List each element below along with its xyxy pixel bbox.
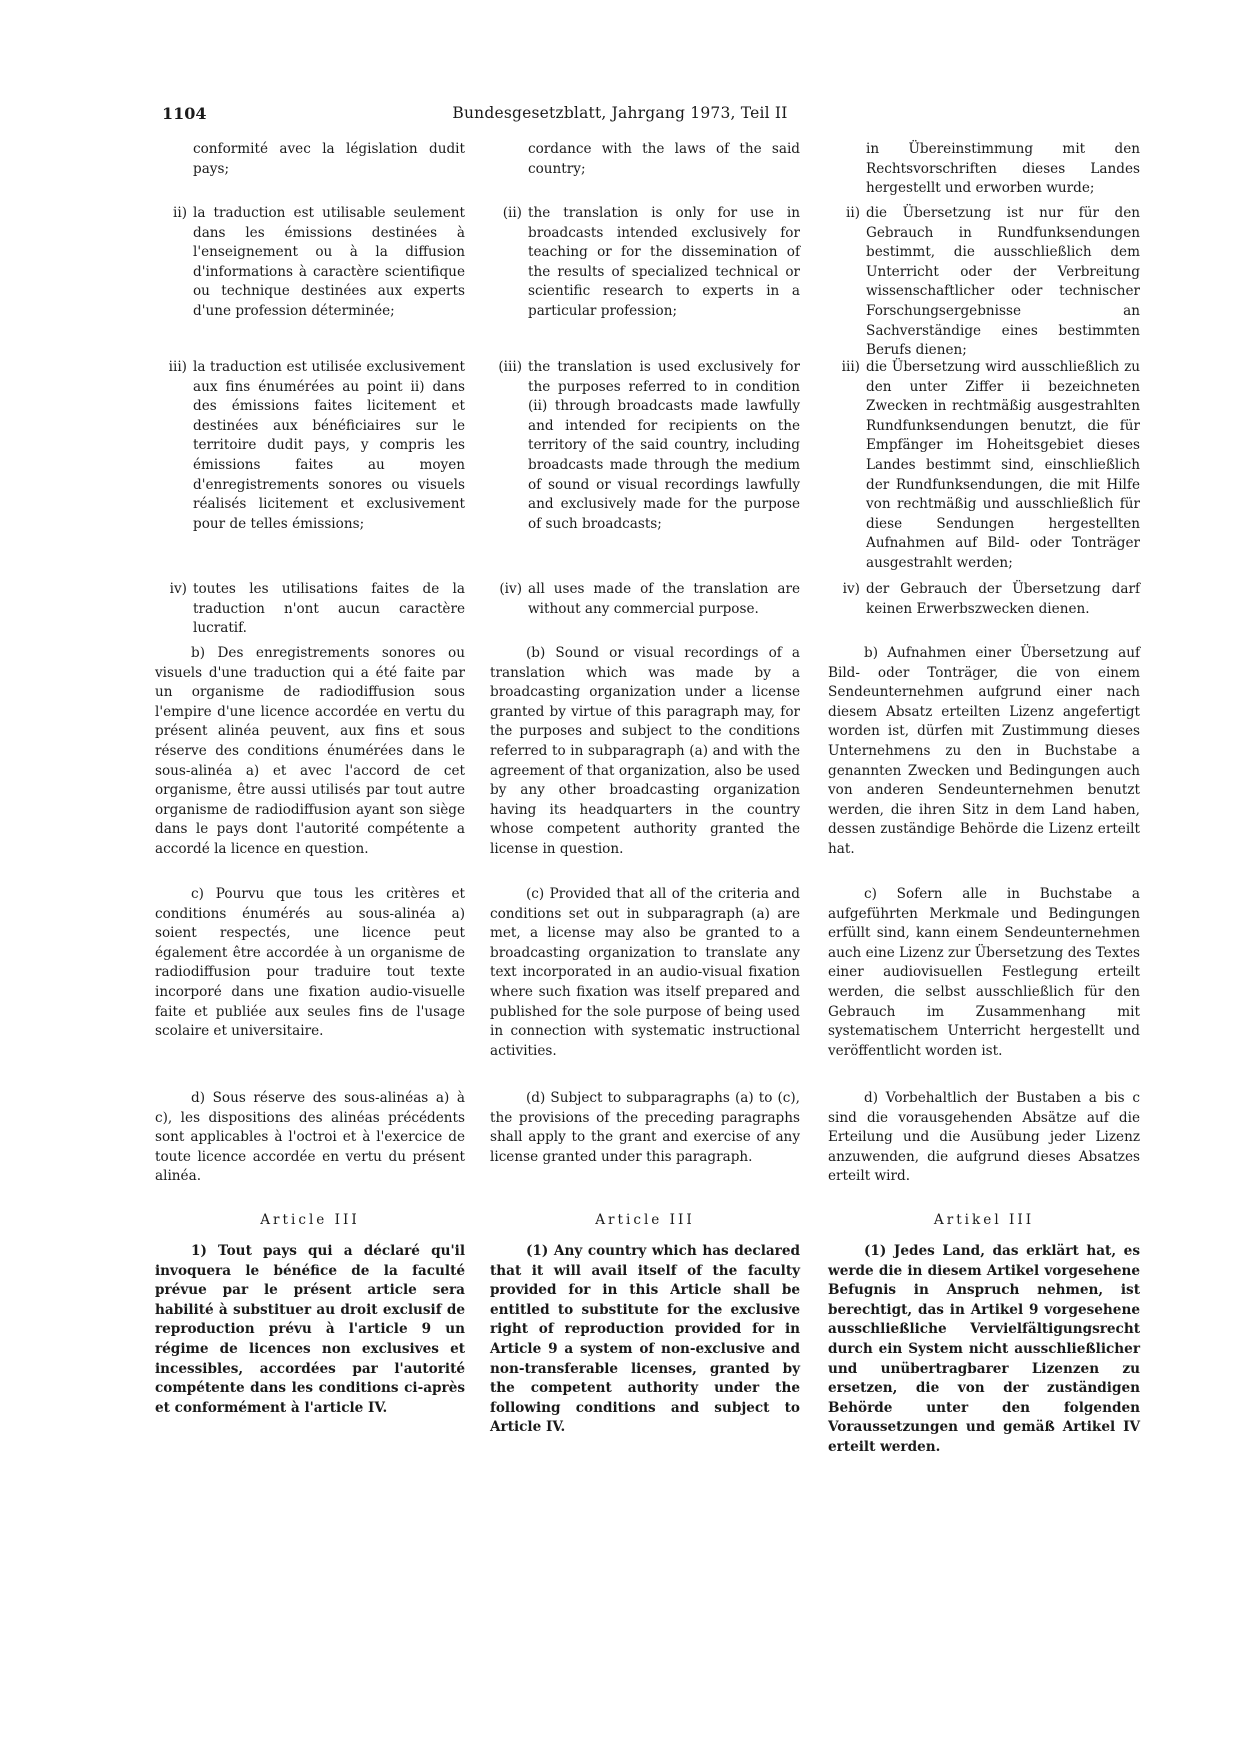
item-number: iv) — [842, 581, 860, 597]
subparagraph-d: d) Sous réserve des sous-alinéas a) à c), les dispositions des alinéas précédents sont applicables à l'octroi et à l'exercice de toute licence accordée en vertu du présent alinéa. — [155, 1090, 465, 1185]
item-number: (iv) — [499, 581, 522, 597]
subparagraph-c: (c) Provided that all of the criteria and conditions set out in subparagraph (a) are met, a license may also be granted to a broadcasting organization to translate any text incorporated in an audio-visual fixation where such fixation was itself prepared and published for the sole purpose of being used in connection with systematic instructional activities. — [490, 886, 800, 1059]
condition-iii — [490, 358, 800, 534]
item-number: iv) — [169, 581, 187, 597]
condition-iv — [155, 580, 465, 639]
condition-iii — [828, 358, 1140, 574]
condition-ii — [155, 204, 465, 322]
continuation-text: cordance with the laws of the said country; — [528, 141, 800, 177]
article-heading: Article III — [260, 1212, 360, 1228]
subparagraph-d: d) Vorbehaltlich der Bustaben a bis c sind die vorausgehenden Absätze auf die Erteilung und die Ausübung jeder Lizenz anzuwenden, die aufgrund dieses Absatzes erteilt wird. — [828, 1090, 1140, 1185]
continuation-text: in Übereinstimmung mit den Rechtsvorschriften dieses Landes hergestellt und erworben wurde; — [866, 141, 1140, 197]
item-number: (ii) — [502, 205, 522, 221]
article-paragraph-1: 1) Tout pays qui a déclaré qu'il invoquera le bénéfice de la faculté prévue par le présent article sera habilité à substituer au droit exclusif de reproduction prévu à l'article 9 un régime de licences non exclusives et incessibles, accordées par l'autorité compétente dans les conditions ci-après et conformément à l'article IV. — [155, 1243, 465, 1416]
item-number: iii) — [841, 359, 860, 375]
subparagraph-c: c) Sofern alle in Buchstabe a aufgeführten Merkmale und Bedingungen erfüllt sind, kann einem Sendeunternehmen auch eine Lizenz zur Übersetzung des Textes einer audiovisuellen Festlegung erteilt werden, die selbst ausschließlich für den Gebrauch im Zusammenhang mit systematischem Unterricht hergestellt und veröffentlicht worden ist. — [828, 886, 1140, 1059]
item-text: la traduction est utilisable seulement dans les émissions destinées à l'enseignement ou à la diffusion d'informations à caractère scientifique ou technique destinées aux experts d'une profession déterminée; — [193, 205, 465, 319]
condition-ii — [828, 204, 1140, 361]
page-header — [0, 104, 1240, 128]
item-text: der Gebrauch der Übersetzung darf keinen Erwerbszwecken dienen. — [866, 581, 1140, 617]
item-number: ii) — [173, 205, 187, 221]
subparagraph-b: (b) Sound or visual recordings of a translation which was made by a broadcasting organization under a license granted by virtue of this paragraph may, for the purposes and subject to the conditions referred to in subparagraph (a) and with the agreement of that organization, also be used by any other broadcasting organization having its headquarters in the country whose competent authority granted the license in question. — [490, 645, 800, 857]
item-text: the translation is only for use in broadcasts intended exclusively for teaching or for the dissemination of the results of specialized technical or scientific research to experts in a particular profession; — [528, 205, 800, 319]
item-number: ii) — [846, 205, 860, 221]
article-heading: Artikel III — [933, 1212, 1035, 1228]
article-paragraph-1: (1) Any country which has declared that it will avail itself of the faculty provided for in this Article shall be entitled to substitute for the exclusive right of reproduction provided for in Article 9 a system of non-exclusive and non-transferable licenses, granted by the competent authority under the following conditions and subject to Article IV. — [490, 1243, 800, 1436]
condition-iv — [490, 580, 800, 619]
subparagraph-b: b) Aufnahmen einer Übersetzung auf Bild- oder Tonträger, die von einem Sendeunternehmen aufgrund einer nach diesem Absatz erteilten Lizenz angefertigt worden ist, dürfen mit Zustimmung dieses Unternehmens zu den in Buchstabe a genannten Zwecken und Bedingungen auch von anderen Sendeunternehmen benutzt werden, die ihren Sitz in dem Land haben, dessen zuständige Behörde die Lizenz erteilt hat. — [828, 645, 1140, 857]
item-number: iii) — [168, 359, 187, 375]
subparagraph-d: (d) Subject to subparagraphs (a) to (c), the provisions of the preceding paragraphs shall apply to the grant and exercise of any license granted under this paragraph. — [490, 1090, 800, 1165]
item-text: toutes les utilisations faites de la traduction n'ont aucun caractère lucratif. — [193, 581, 465, 637]
subparagraph-b: b) Des enregistrements sonores ou visuels d'une traduction qui a été faite par un organisme de radiodiffusion sous l'empire d'une licence accordée en vertu du présent alinéa peuvent, aux fins et sous réserve des conditions énumérées dans le sous-alinéa a) et avec l'accord de cet organisme, être aussi utilisés par tout autre organisme de radiodiffusion ayant son siège dans le pays dont l'autorité compétente a accordé la licence en question. — [155, 645, 465, 857]
item-number: (iii) — [498, 359, 522, 375]
article-paragraph-1: (1) Jedes Land, das erklärt hat, es werde die in diesem Artikel vorgesehene Befugnis in Anspruch nehmen, ist berechtigt, das in Artikel 9 vorgesehene ausschließliche Vervielfältigungsrecht durch ein System nicht ausschließlicher und unübertragbarer Lizenzen zu ersetzen, die von der zuständigen Behörde unter den folgenden Voraussetzungen und gemäß Artikel IV erteilt werden. — [828, 1243, 1140, 1455]
condition-iv — [828, 580, 1140, 619]
item-text: all uses made of the translation are without any commercial purpose. — [528, 581, 800, 617]
article-heading: Article III — [595, 1212, 695, 1228]
condition-ii — [490, 204, 800, 322]
running-head: Bundesgesetzblatt, Jahrgang 1973, Teil II — [452, 104, 788, 122]
subparagraph-c: c) Pourvu que tous les critères et conditions énumérés au sous-alinéa a) soient respectés, une licence peut également être accordée à un organisme de radiodiffusion pour traduire tout texte incorporé dans une fixation audio-visuelle faite et publiée aux seules fins de l'usage scolaire et universitaire. — [155, 886, 465, 1040]
item-text: die Übersetzung ist nur für den Gebrauch in Rundfunksendungen bestimmt, die ausschließlich dem Unterricht oder der Verbreitung wissenschaftlicher oder technischer Forschungsergebnisse an Sachverständige eines bestimmten Berufs dienen; — [866, 205, 1140, 359]
page-number: 1104 — [162, 104, 207, 123]
item-text: die Übersetzung wird ausschließlich zu den unter Ziffer ii bezeichneten Zwecken in rechtmäßig ausgestrahlten Rundfunksendungen benutzt, die für Empfänger im Hoheitsgebiet dieses Landes bestimmt sind, einschließlich der Rundfunksendungen, die mit Hilfe von rechtmäßig und ausschließlich für diese Sendungen hergestellten Aufnahmen auf Bild- oder Tonträger ausgestrahlt werden; — [866, 359, 1140, 571]
item-text: la traduction est utilisée exclusivement aux fins énumérées au point ii) dans des émissions faites licitement et destinées aux bénéficiaires sur le territoire dudit pays, y compris les émissions faites au moyen d'enregistrements sonores ou visuels réalisés licitement et exclusivement pour de telles émissions; — [193, 359, 465, 532]
continuation-text: conformité avec la législation dudit pays; — [193, 141, 465, 177]
item-text: the translation is used exclusively for the purposes referred to in condition (ii) through broadcasts made lawfully and intended for recipients on the territory of the said country, including broadcasts made through the medium of sound or visual recordings lawfully and exclusively made for the purpose of such broadcasts; — [528, 359, 800, 532]
condition-iii — [155, 358, 465, 534]
